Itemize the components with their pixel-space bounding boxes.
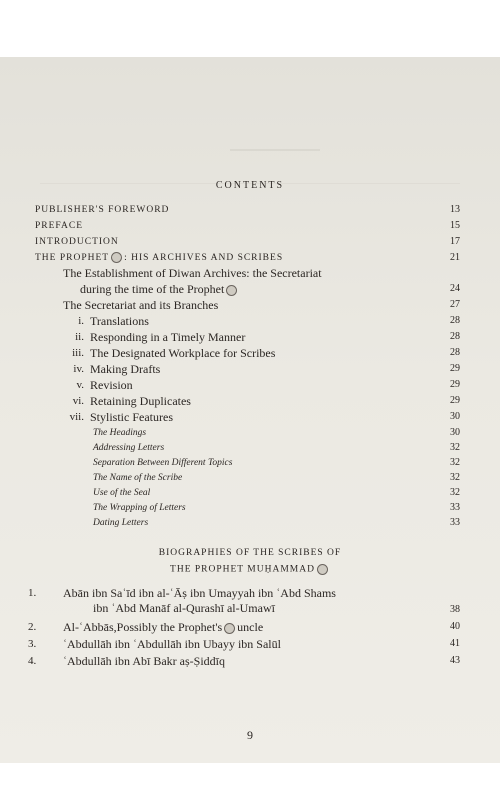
toc-entry-retaining-duplicates bbox=[0, 394, 500, 408]
biography-number: 1. bbox=[28, 587, 37, 599]
toc-entry-page: 30 bbox=[450, 427, 460, 438]
toc-entry-preface bbox=[0, 219, 500, 233]
toc-entry-label: Addressing Letters bbox=[93, 443, 165, 453]
toc-entry-name-of-scribe bbox=[0, 471, 500, 485]
toc-entry-page: 24 bbox=[450, 283, 460, 294]
honorific-seal-icon bbox=[317, 564, 328, 575]
contents-heading: CONTENTS bbox=[215, 180, 285, 191]
biography-page: 41 bbox=[450, 638, 460, 649]
toc-entry-page: 29 bbox=[450, 363, 460, 374]
biography-name: Al-ʿAbbās,Possibly the Prophet's bbox=[63, 620, 223, 634]
toc-entry-label: Separation Between Different Topics bbox=[93, 458, 233, 468]
biography-entry-1-line2 bbox=[0, 601, 500, 615]
toc-entry-wrapping-letters bbox=[0, 501, 500, 515]
toc-entry-label: PUBLISHER'S FOREWORD bbox=[35, 205, 170, 215]
biography-name: ʿAbdullāh ibn ʿAbdullāh ibn Ubayy ibn Salūl bbox=[63, 637, 281, 651]
honorific-seal-icon bbox=[111, 252, 122, 263]
toc-entry-page: 17 bbox=[450, 236, 460, 247]
biography-number: 4. bbox=[28, 655, 37, 667]
biography-entry-2 bbox=[0, 620, 500, 634]
toc-entry-introduction bbox=[0, 235, 500, 249]
toc-entry-separation-topics bbox=[0, 456, 500, 470]
toc-entry-page: 29 bbox=[450, 379, 460, 390]
toc-entry-publishers-foreword bbox=[0, 203, 500, 217]
biographies-heading-line2: THE PROPHET MUḤAMMAD bbox=[0, 564, 500, 575]
toc-entry-page: 28 bbox=[450, 331, 460, 342]
toc-entry-page: 30 bbox=[450, 411, 460, 422]
toc-entry-stylistic-features bbox=[0, 410, 500, 424]
toc-entry-label: Responding in a Timely Manner bbox=[90, 330, 246, 344]
toc-entry-page: 33 bbox=[450, 517, 460, 528]
toc-entry-page: 13 bbox=[450, 204, 460, 215]
toc-entry-numeral: v. bbox=[76, 379, 84, 391]
toc-entry-addressing-letters bbox=[0, 441, 500, 455]
biography-entry-1 bbox=[0, 586, 500, 600]
toc-entry-numeral: i. bbox=[78, 315, 84, 327]
biography-page: 43 bbox=[450, 655, 460, 666]
toc-entry-page: 28 bbox=[450, 315, 460, 326]
toc-entry-translations bbox=[0, 314, 500, 328]
toc-entry-dating-letters bbox=[0, 516, 500, 530]
toc-entry-label: The Secretariat and its Branches bbox=[63, 298, 219, 312]
toc-entry-page: 32 bbox=[450, 457, 460, 468]
toc-entry-label: Revision bbox=[90, 378, 133, 392]
toc-entry-label: The Establishment of Diwan Archives: the Secretariat bbox=[63, 266, 322, 280]
toc-entry-archives-and-scribes bbox=[0, 251, 500, 265]
honorific-seal-icon bbox=[224, 623, 235, 634]
toc-entry-label: THE PROPHET bbox=[35, 253, 110, 263]
toc-entry-designated-workplace bbox=[0, 346, 500, 360]
biography-entry-4 bbox=[0, 654, 500, 668]
toc-entry-label-continued: during the time of the Prophet bbox=[80, 282, 225, 296]
toc-entry-making-drafts bbox=[0, 362, 500, 376]
biography-name: ʿAbdullāh ibn Abī Bakr aṣ-Ṣiddīq bbox=[63, 654, 225, 668]
honorific-seal-icon bbox=[226, 285, 237, 296]
toc-entry-numeral: iii. bbox=[72, 347, 84, 359]
toc-entry-numeral: vii. bbox=[69, 411, 84, 423]
biographies-heading: BIOGRAPHIES OF THE SCRIBES OF bbox=[158, 548, 342, 558]
toc-entry-label: Translations bbox=[90, 314, 149, 328]
toc-entry-diwan-archives-line2 bbox=[0, 282, 500, 296]
toc-entry-timely-manner bbox=[0, 330, 500, 344]
toc-entry-label-continued: : HIS ARCHIVES AND SCRIBES bbox=[124, 253, 284, 263]
toc-entry-page: 28 bbox=[450, 347, 460, 358]
toc-entry-label: Making Drafts bbox=[90, 362, 161, 376]
toc-entry-numeral: iv. bbox=[73, 363, 84, 375]
toc-entry-page: 33 bbox=[450, 502, 460, 513]
biography-page: 38 bbox=[450, 604, 460, 615]
toc-entry-page: 15 bbox=[450, 220, 460, 231]
toc-entry-label: The Headings bbox=[93, 428, 147, 438]
toc-entry-numeral: vi. bbox=[72, 395, 84, 407]
toc-entry-page: 32 bbox=[450, 487, 460, 498]
toc-entry-label: Dating Letters bbox=[93, 518, 149, 528]
biography-entry-3 bbox=[0, 637, 500, 651]
page-number: 9 bbox=[247, 728, 253, 742]
toc-entry-numeral: ii. bbox=[75, 331, 84, 343]
toc-entry-page: 32 bbox=[450, 472, 460, 483]
toc-entry-label: Retaining Duplicates bbox=[90, 394, 191, 408]
toc-entry-label: Stylistic Features bbox=[90, 410, 173, 424]
toc-entry-page: 32 bbox=[450, 442, 460, 453]
toc-entry-label: PREFACE bbox=[35, 221, 84, 231]
biography-number: 2. bbox=[28, 621, 37, 633]
toc-entry-diwan-archives bbox=[0, 266, 500, 280]
biography-name: Abān ibn Saʿīd ibn al-ʿĀṣ ibn Umayyah ibn ʿAbd Shams bbox=[63, 586, 336, 600]
toc-entry-page: 21 bbox=[450, 252, 460, 263]
toc-entry-secretariat-branches bbox=[0, 298, 500, 312]
toc-entry-page: 27 bbox=[450, 299, 460, 310]
bleed-through-mark bbox=[230, 149, 320, 151]
toc-entry-revision bbox=[0, 378, 500, 392]
toc-entry-headings bbox=[0, 426, 500, 440]
toc-entry-label: The Designated Workplace for Scribes bbox=[90, 346, 276, 360]
biography-name-continued: uncle bbox=[237, 620, 264, 634]
biography-name-continued: ibn ʿAbd Manāf al-Qurashī al-Umawī bbox=[93, 601, 275, 615]
toc-entry-label: Use of the Seal bbox=[93, 488, 151, 498]
toc-entry-label: The Wrapping of Letters bbox=[93, 503, 186, 513]
toc-entry-use-of-seal bbox=[0, 486, 500, 500]
biography-page: 40 bbox=[450, 621, 460, 632]
toc-entry-label: The Name of the Scribe bbox=[93, 473, 183, 483]
toc-entry-page: 29 bbox=[450, 395, 460, 406]
biography-number: 3. bbox=[28, 638, 37, 650]
toc-entry-label: INTRODUCTION bbox=[35, 237, 119, 247]
